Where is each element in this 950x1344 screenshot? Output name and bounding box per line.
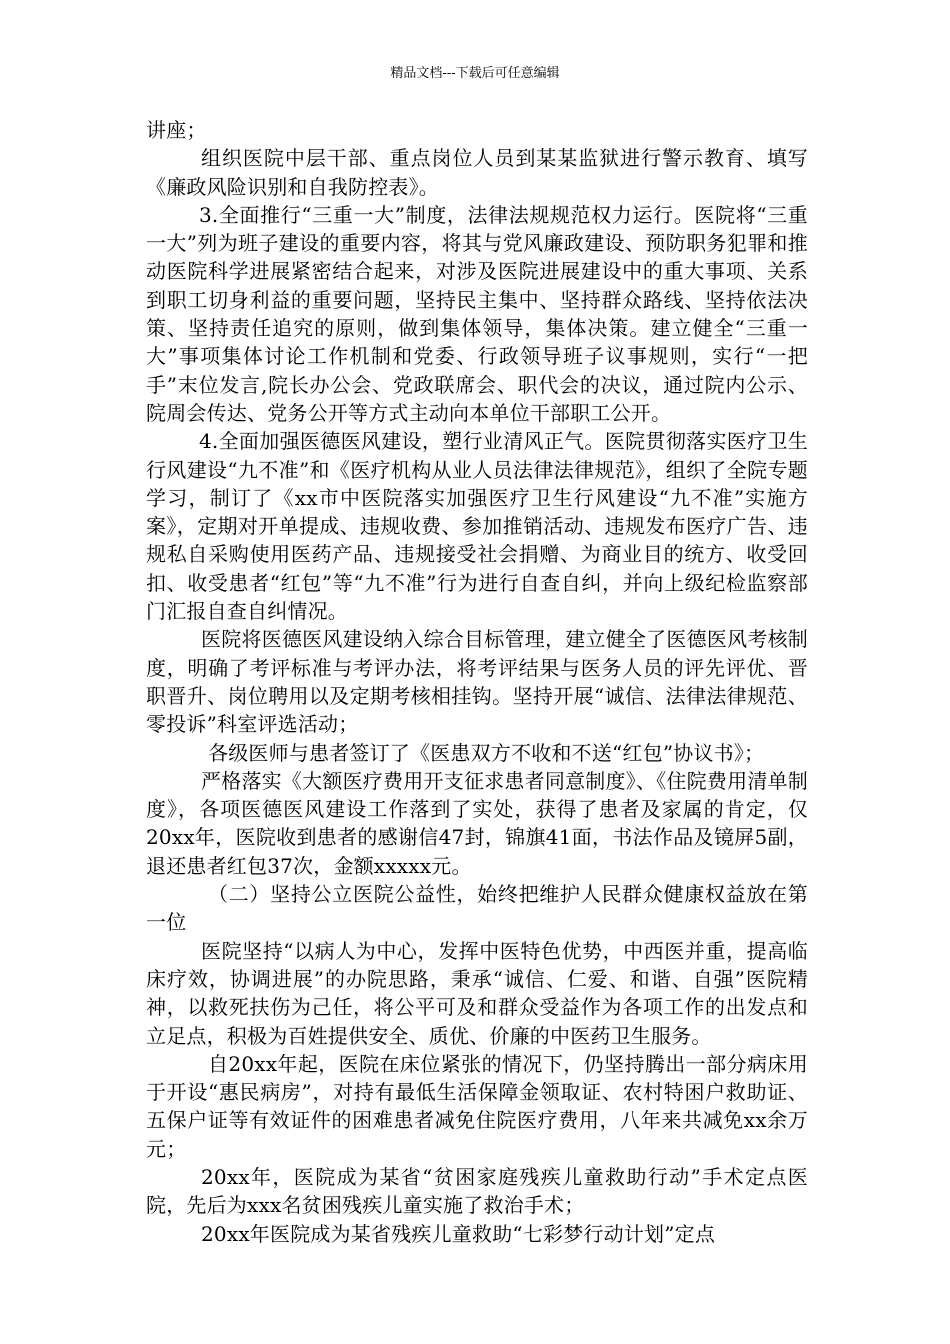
document-body (146, 116, 808, 1248)
paragraph-benefit-ward: 自20xx年起，医院在床位紧张的情况下，仍坚持腾出一部分病床用于开设“惠民病房”，对持有最低生活保障金领取证、农村特困户救助证、五保户证等有效证件的困难患者减免住院医疗费用，八年来共减免xx余万元； (146, 1051, 808, 1161)
paragraph-colorful-dream: 20xx年医院成为某省残疾儿童救助“七彩梦行动计划”定点 (201, 1221, 716, 1246)
paragraph-cost-consent: 严格落实《大额医疗费用开支征求患者同意制度》、《住院费用清单制度》，各项医德医风建设工作落到了实处，获得了患者及家属的肯定，仅20xx年，医院收到患者的感谢信47封，锦旗41面，书法作品及镜屏5副，退还患者红包37次，金额xxxxx元。 (146, 768, 808, 878)
paragraph-warning-education: 组织医院中层干部、重点岗位人员到某某监狱进行警示教育、填写《廉政风险识别和自我防控表》。 (146, 146, 808, 199)
paragraph-hospital-philosophy: 医院坚持“以病人为中心，发挥中医特色优势，中西医并重，提高临床疗效，协调进展”的办院思路，秉承“诚信、仁爱、和谐、自强”医院精神，以救死扶伤为己任，将公平可及和群众受益作为各项工作的出发点和立足点，积极为百姓提供安全、质优、价廉的中医药卫生服务。 (146, 938, 808, 1048)
paragraph-lecture: 讲座； (146, 118, 207, 142)
paragraph-medical-ethics: 4.全面加强医德医风建设，塑行业清风正气。医院贯彻落实医疗卫生行风建设“九不准”和《医疗机构从业人员法律法律规范》，组织了全院专题学习，制订了《xx市中医院落实加强医疗卫生行风建设“九不准”实施方案》，定期对开单提成、违规收费、参加推销活动、违规发布医疗广告、违规私自采购使用医药产品、违规接受社会捐赠、为商业目的统方、收受回扣、收受患者“红包”等“九不准”行为进行自查自纠，并向上级纪检监察部门汇报自查自纠情况。 (146, 429, 808, 624)
paragraph-three-major-one-large: 3.全面推行“三重一大”制度，法律法规规范权力运行。医院将“三重一大”列为班子建设的重要内容，将其与党风廉政建设、预防职务犯罪和推动医院科学进展紧密结合起来，对涉及医院进展建设中的重大事项、关系到职工切身利益的重要问题，坚持民主集中、坚持群众路线、坚持依法决策、坚持责任追究的原则，做到集体领导，集体决策。建立健全“三重一大”事项集体讨论工作机制和党委、行政领导班子议事规则，实行“一把手”末位发言,院长办公会、党政联席会、职代会的决议，通过院内公示、院周会传达、党务公开等方式主动向本单位干部职工公开。 (146, 202, 808, 425)
paragraph-ethics-assessment: 医院将医德医风建设纳入综合目标管理，建立健全了医德医风考核制度，明确了考评标准与考评办法，将考评结果与医务人员的评先评优、晋职晋升、岗位聘用以及定期考核相挂钩。坚持开展“诚信、法律法律规范、零投诉”科室评选活动； (146, 627, 808, 737)
paragraph-red-envelope-agreement: 各级医师与患者签订了《医患双方不收和不送“红包”协议书》； (208, 740, 765, 765)
paragraph-child-rescue: 20xx年，医院成为某省“贫困家庭残疾儿童救助行动”手术定点医院，先后为xxx名贫困残疾儿童实施了救治手术； (146, 1164, 808, 1218)
section-heading-public-welfare: （二）坚持公立医院公益性，始终把维护人民群众健康权益放在第一位 (146, 882, 808, 935)
page-header: 精品文档---下载后可任意编辑 (390, 66, 560, 81)
